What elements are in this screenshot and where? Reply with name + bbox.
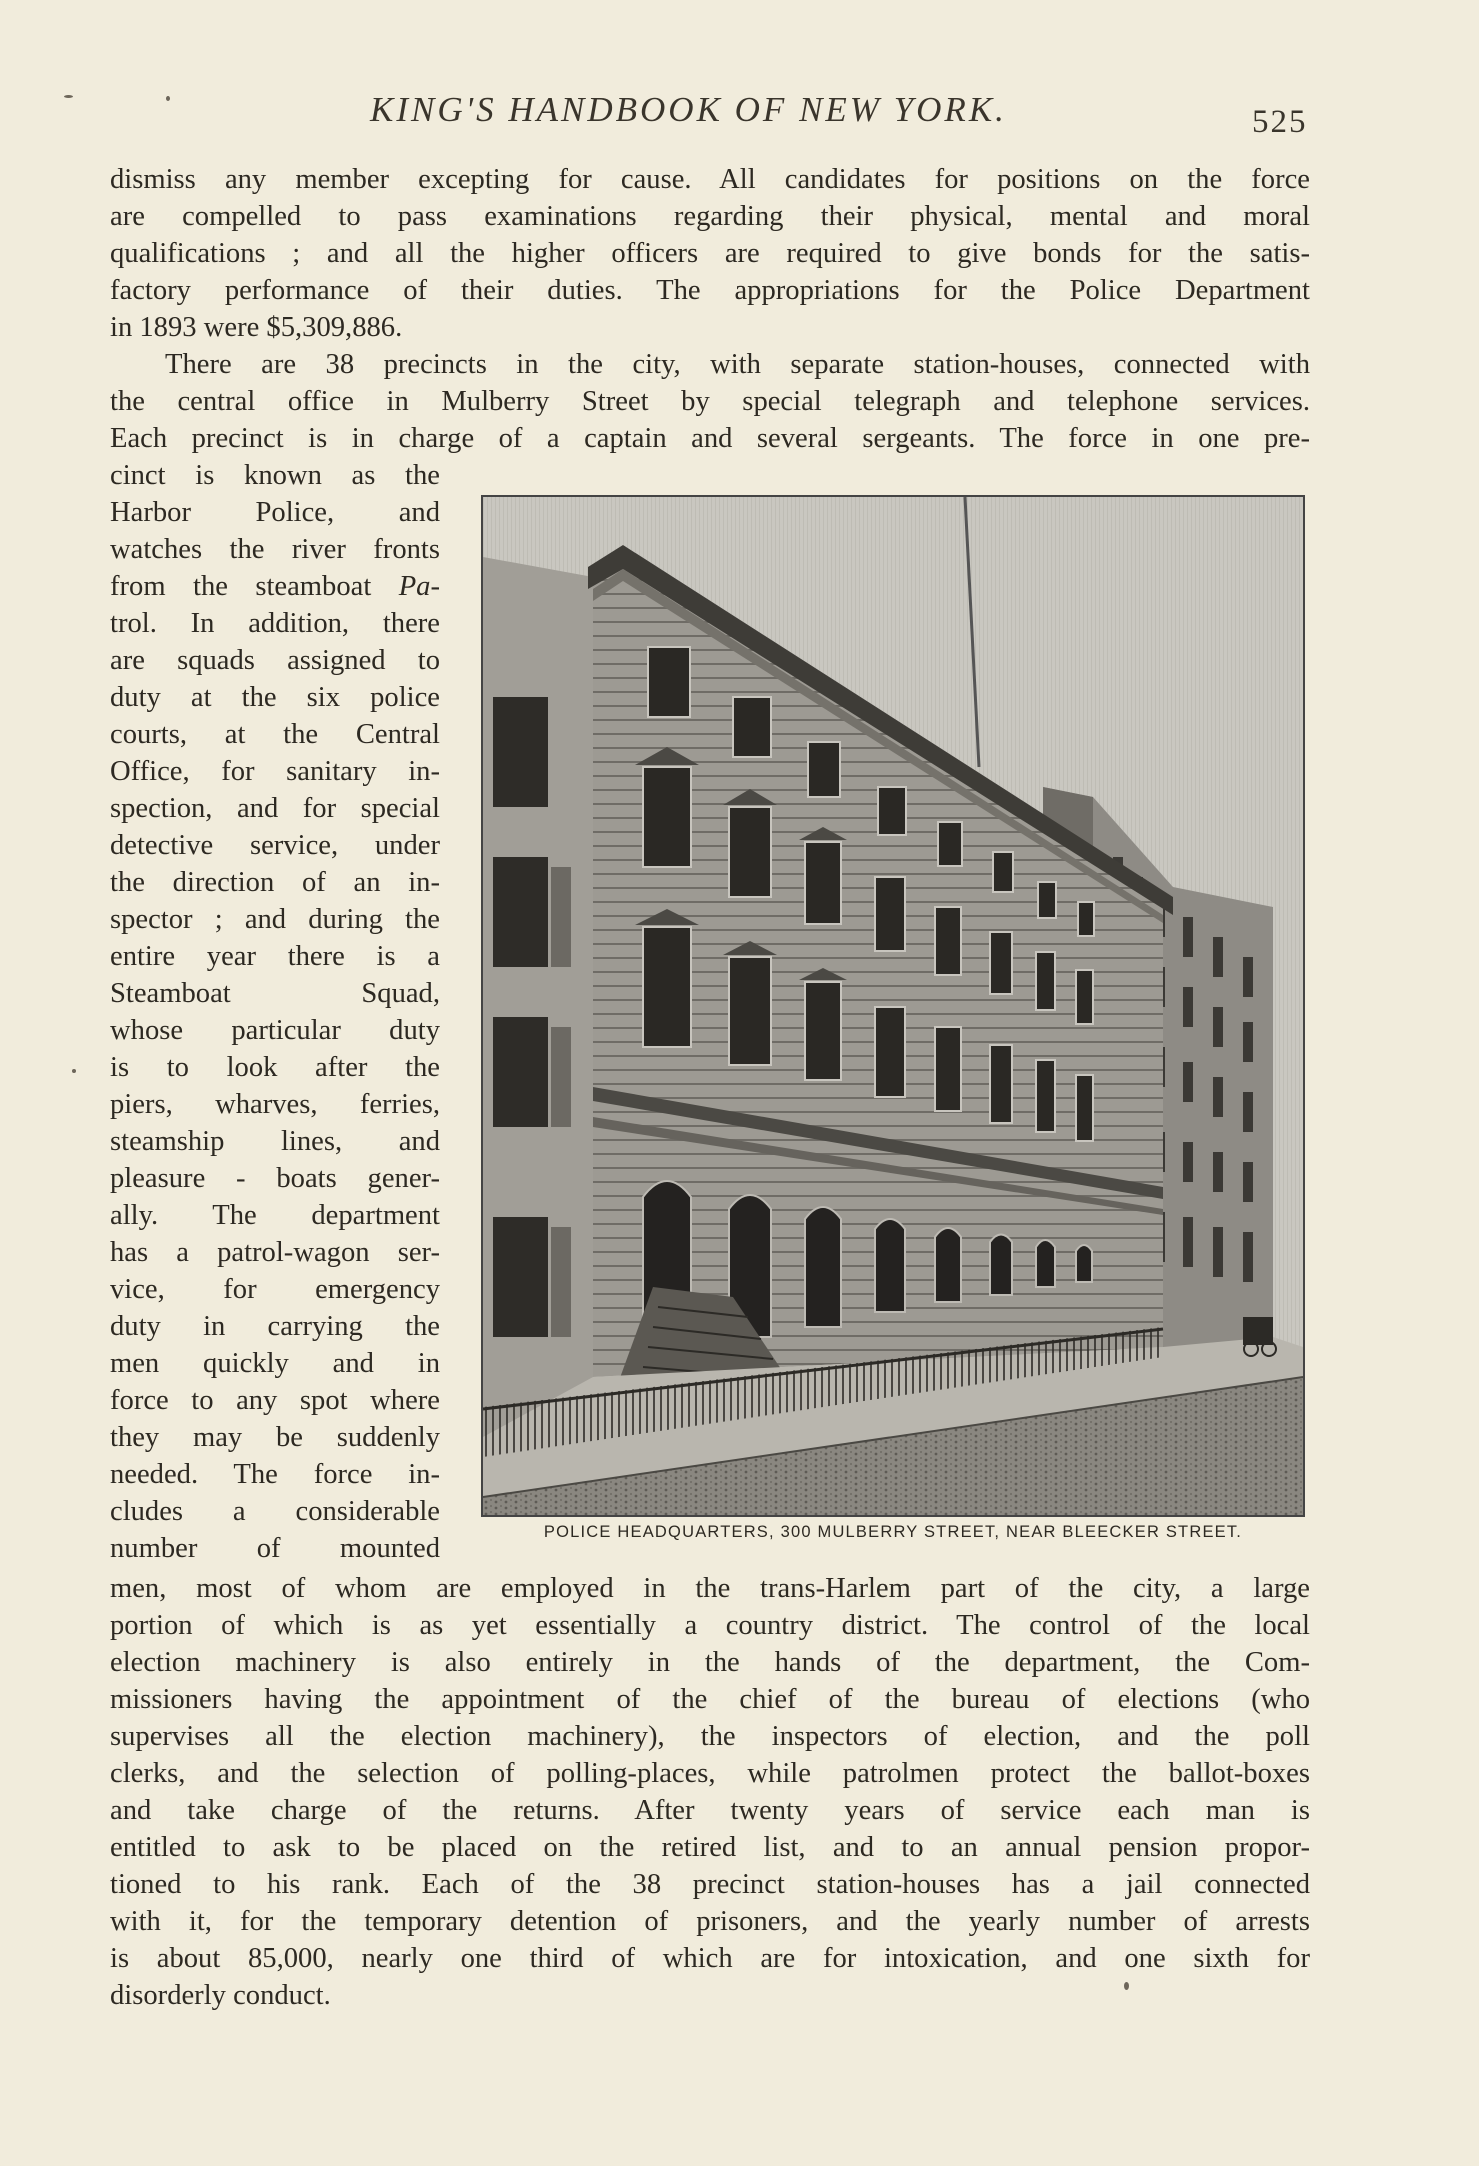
- text-line: cludes a considerable: [110, 1496, 440, 1527]
- text-line: Harbor Police, and: [110, 497, 440, 528]
- text-line: factory performance of their duties. The appropriations for the Police Department: [110, 275, 1310, 306]
- text-line: detective service, under: [110, 830, 440, 861]
- page-number: 525: [1252, 104, 1308, 140]
- text-line: piers, wharves, ferries,: [110, 1089, 440, 1120]
- text-line: disorderly conduct.: [110, 1980, 331, 2011]
- text-line: portion of which is as yet essentially a country district. The control of the local: [110, 1610, 1310, 1641]
- text-line: and take charge of the returns. After twenty years of service each man is: [110, 1795, 1310, 1826]
- text-line: are squads assigned to: [110, 645, 440, 676]
- text-line: trol. In addition, there: [110, 608, 440, 639]
- text-line: the central office in Mulberry Street by special telegraph and telephone services.: [110, 386, 1310, 417]
- text-line: with it, for the temporary detention of prisoners, and the yearly number of arrests: [110, 1906, 1310, 1937]
- italic-word: Pa-: [398, 571, 440, 602]
- text-line: Office, for sanitary in-: [110, 756, 440, 787]
- text-line: needed. The force in-: [110, 1459, 440, 1490]
- text-line: men quickly and in: [110, 1348, 440, 1379]
- print-speck: [166, 96, 170, 101]
- text-line: tioned to his rank. Each of the 38 precinct station-houses has a jail connected: [110, 1869, 1310, 1900]
- text-line: has a patrol-wagon ser-: [110, 1237, 440, 1268]
- text-line: vice, for emergency: [110, 1274, 440, 1305]
- text-line: qualifications ; and all the higher officers are required to give bonds for the satis-: [110, 238, 1310, 269]
- text-line: courts, at the Central: [110, 719, 440, 750]
- text-line: is to look after the: [110, 1052, 440, 1083]
- text-line: whose particular duty: [110, 1015, 440, 1046]
- text-line: entire year there is a: [110, 941, 440, 972]
- text-line: watches the river fronts: [110, 534, 440, 565]
- text-line: [110, 568, 440, 605]
- text-line: force to any spot where: [110, 1385, 440, 1416]
- running-title: KING'S HANDBOOK OF NEW YORK.: [370, 90, 1007, 129]
- text-line: supervises all the election machinery), the inspectors of election, and the poll: [110, 1721, 1310, 1752]
- text-line: pleasure - boats gener-: [110, 1163, 440, 1194]
- text-line: in 1893 were $5,309,886.: [110, 312, 403, 343]
- figure-caption: POLICE HEADQUARTERS, 300 MULBERRY STREET, NEAR BLEECKER STREET.: [543, 1523, 1243, 1541]
- text-line: number of mounted: [110, 1533, 440, 1564]
- building-photograph: [481, 495, 1305, 1517]
- text-line: duty in carrying the: [110, 1311, 440, 1342]
- text-line: duty at the six police: [110, 682, 440, 713]
- print-speck: [72, 1069, 76, 1073]
- text-line: they may be suddenly: [110, 1422, 440, 1453]
- text-line: missioners having the appointment of the chief of the bureau of elections (who: [110, 1684, 1310, 1715]
- text-line: spector ; and during the: [110, 904, 440, 935]
- text-line: There are 38 precincts in the city, with separate station-houses, connected with: [165, 349, 1310, 380]
- text-line: cinct is known as the: [110, 460, 440, 491]
- text-line: dismiss any member excepting for cause. All candidates for positions on the force: [110, 164, 1310, 195]
- text-line: the direction of an in-: [110, 867, 440, 898]
- text-line: are compelled to pass examinations regarding their physical, mental and moral: [110, 201, 1310, 232]
- text-line: clerks, and the selection of polling-places, while patrolmen protect the ballot-boxes: [110, 1758, 1310, 1789]
- text-line: Each precinct is in charge of a captain and several sergeants. The force in one pre-: [110, 423, 1310, 454]
- text-line: entitled to ask to be placed on the retired list, and to an annual pension propor-: [110, 1832, 1310, 1863]
- text-line: Steamboat Squad,: [110, 978, 440, 1009]
- text-line: men, most of whom are employed in the trans-Harlem part of the city, a large: [110, 1573, 1310, 1604]
- print-speck: [64, 95, 73, 98]
- text-line: steamship lines, and: [110, 1126, 440, 1157]
- text-line: election machinery is also entirely in the hands of the department, the Com-: [110, 1647, 1310, 1678]
- text-line: is about 85,000, nearly one third of which are for intoxication, and one sixth for: [110, 1943, 1310, 1974]
- text-segment: from the steamboat: [110, 571, 372, 602]
- text-line: ally. The department: [110, 1200, 440, 1231]
- text-line: spection, and for special: [110, 793, 440, 824]
